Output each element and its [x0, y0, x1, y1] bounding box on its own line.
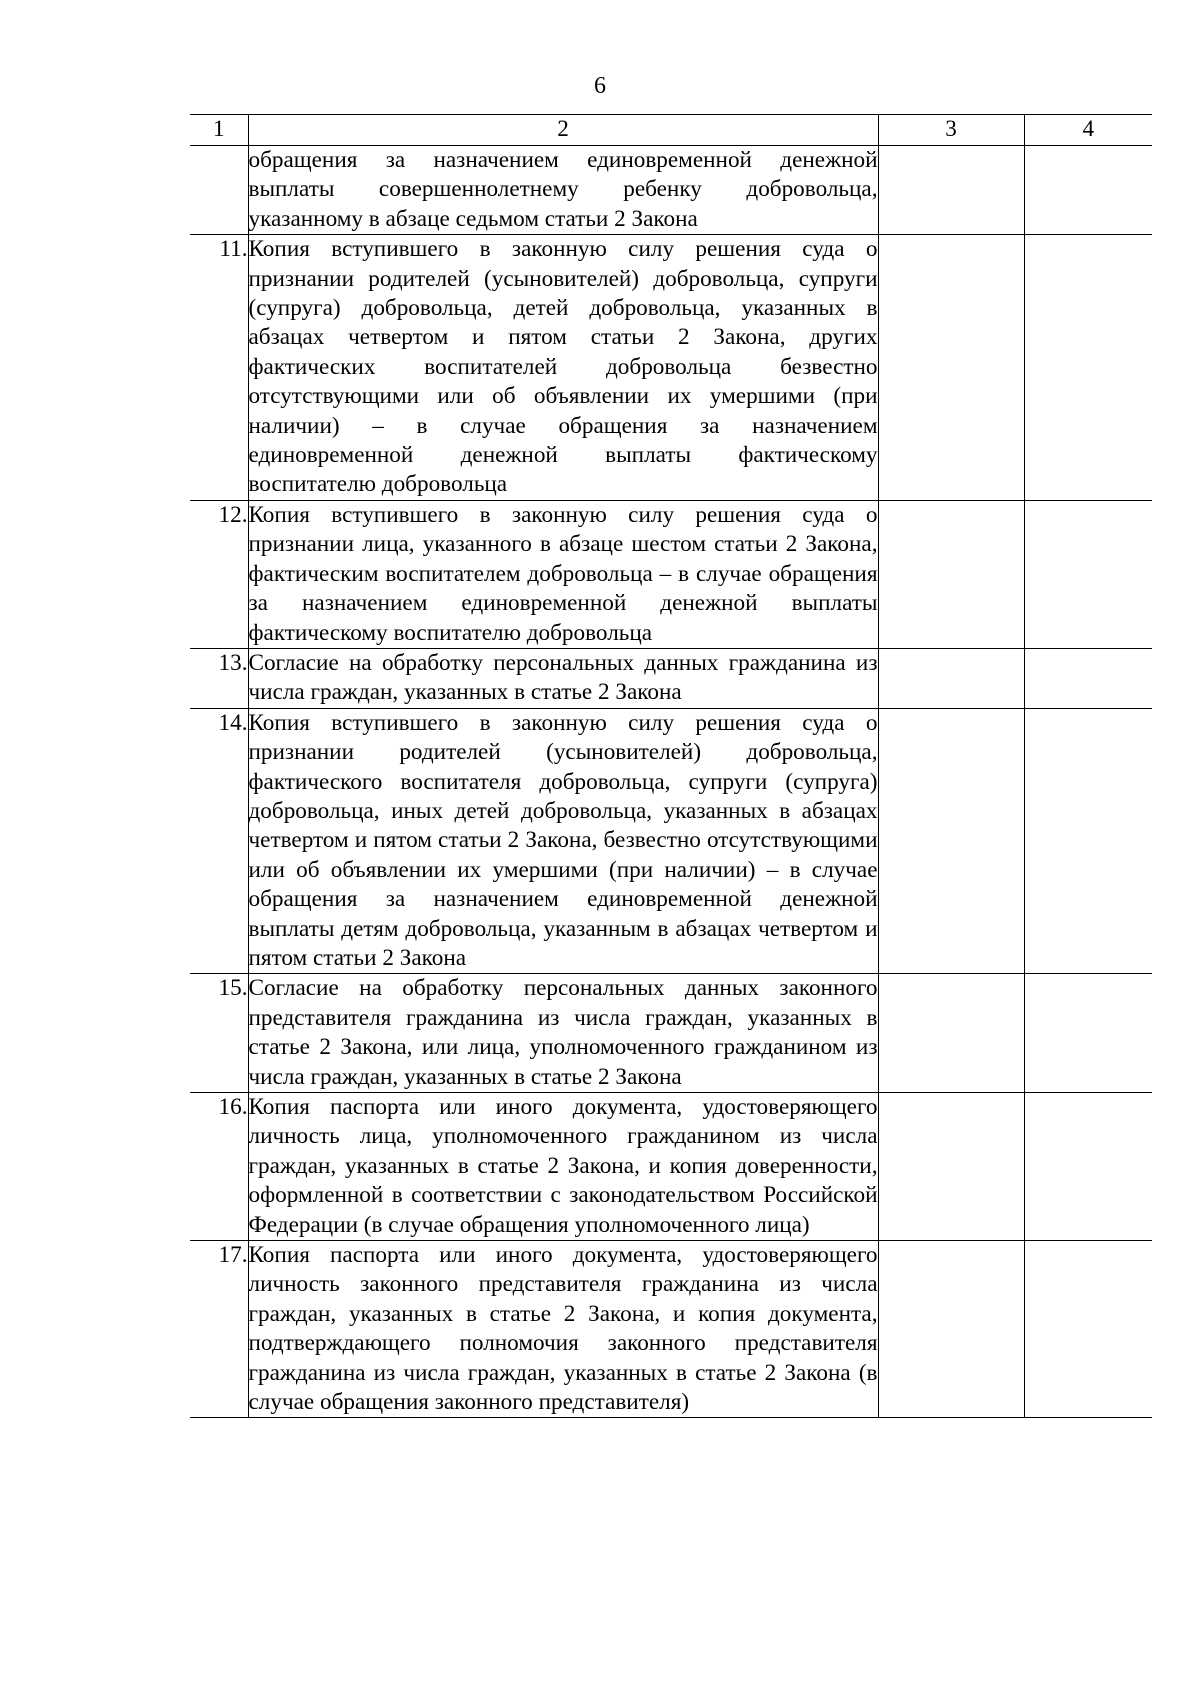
row-col-4 [1024, 146, 1152, 235]
row-number: 15. [190, 974, 248, 1093]
row-col-4 [1024, 708, 1152, 974]
row-col-4 [1024, 235, 1152, 501]
row-col-4 [1024, 1093, 1152, 1241]
table-header-row [190, 115, 1152, 146]
header-col-1: 1 [190, 115, 248, 146]
row-number: 16. [190, 1093, 248, 1241]
page-number: 6 [594, 73, 606, 99]
table-row [190, 1093, 1152, 1241]
row-col-3 [878, 974, 1024, 1093]
row-number: 13. [190, 648, 248, 708]
row-number: 17. [190, 1241, 248, 1418]
row-number: 11. [190, 235, 248, 501]
table-row [190, 146, 1152, 235]
row-col-3 [878, 708, 1024, 974]
row-text: обращения за назначением единовременной денежной выплаты совершеннолетнему ребенку добровольца, указанному в абзаце седьмом статьи 2 Закона [248, 146, 878, 235]
row-text: Копия паспорта или иного документа, удостоверяющего личность законного представителя гражданина из числа граждан, указанных в статье 2 Закона, и копия документа, подтверждающего полномочия законного представителя гражданина из числа граждан, указанных в статье 2 Закона (в случае обращения законного представителя) [248, 1241, 878, 1418]
row-text: Копия вступившего в законную силу решения суда о признании родителей (усыновителей) добровольца, супруги (супруга) добровольца, детей добровольца, указанных в абзацах четвертом и пятом статьи 2 Закона, других фактических воспитателей добровольца безвестно отсутствующими или об объявлении их умершими (при наличии) – в случае обращения за назначением единовременной денежной выплаты фактическому воспитателю добровольца [248, 235, 878, 501]
documents-table [190, 114, 1152, 1418]
row-number [190, 146, 248, 235]
row-number: 12. [190, 500, 248, 648]
row-col-3 [878, 1241, 1024, 1418]
row-col-4 [1024, 1241, 1152, 1418]
row-col-4 [1024, 974, 1152, 1093]
table-row [190, 974, 1152, 1093]
row-number: 14. [190, 708, 248, 974]
row-text: Согласие на обработку персональных данных законного представителя гражданина из числа граждан, указанных в статье 2 Закона, или лица, уполномоченного гражданином из числа граждан, указанных в статье 2 Закона [248, 974, 878, 1093]
row-col-4 [1024, 648, 1152, 708]
header-col-3: 3 [878, 115, 1024, 146]
table-row [190, 648, 1152, 708]
table-row [190, 500, 1152, 648]
row-col-3 [878, 648, 1024, 708]
row-col-4 [1024, 500, 1152, 648]
row-col-3 [878, 500, 1024, 648]
row-col-3 [878, 235, 1024, 501]
row-text: Копия паспорта или иного документа, удостоверяющего личность лица, уполномоченного гражданином из числа граждан, указанных в статье 2 Закона, и копия доверенности, оформленной в соответствии с законодательством Российской Федерации (в случае обращения уполномоченного лица) [248, 1093, 878, 1241]
header-col-2: 2 [248, 115, 878, 146]
row-col-3 [878, 146, 1024, 235]
row-text: Копия вступившего в законную силу решения суда о признании родителей (усыновителей) добровольца, фактического воспитателя добровольца, супруги (супруга) добровольца, иных детей добровольца, указанных в абзацах четвертом и пятом статьи 2 Закона, безвестно отсутствующими или об объявлении их умершими (при наличии) – в случае обращения за назначением единовременной денежной выплаты детям добровольца, указанным в абзацах четвертом и пятом статьи 2 Закона [248, 708, 878, 974]
table-row [190, 235, 1152, 501]
row-text: Копия вступившего в законную силу решения суда о признании лица, указанного в абзаце шестом статьи 2 Закона, фактическим воспитателем добровольца – в случае обращения за назначением единовременной денежной выплаты фактическому воспитателю добровольца [248, 500, 878, 648]
header-col-4: 4 [1024, 115, 1152, 146]
row-text: Согласие на обработку персональных данных гражданина из числа граждан, указанных в статье 2 Закона [248, 648, 878, 708]
table-row [190, 1241, 1152, 1418]
row-col-3 [878, 1093, 1024, 1241]
table-row [190, 708, 1152, 974]
